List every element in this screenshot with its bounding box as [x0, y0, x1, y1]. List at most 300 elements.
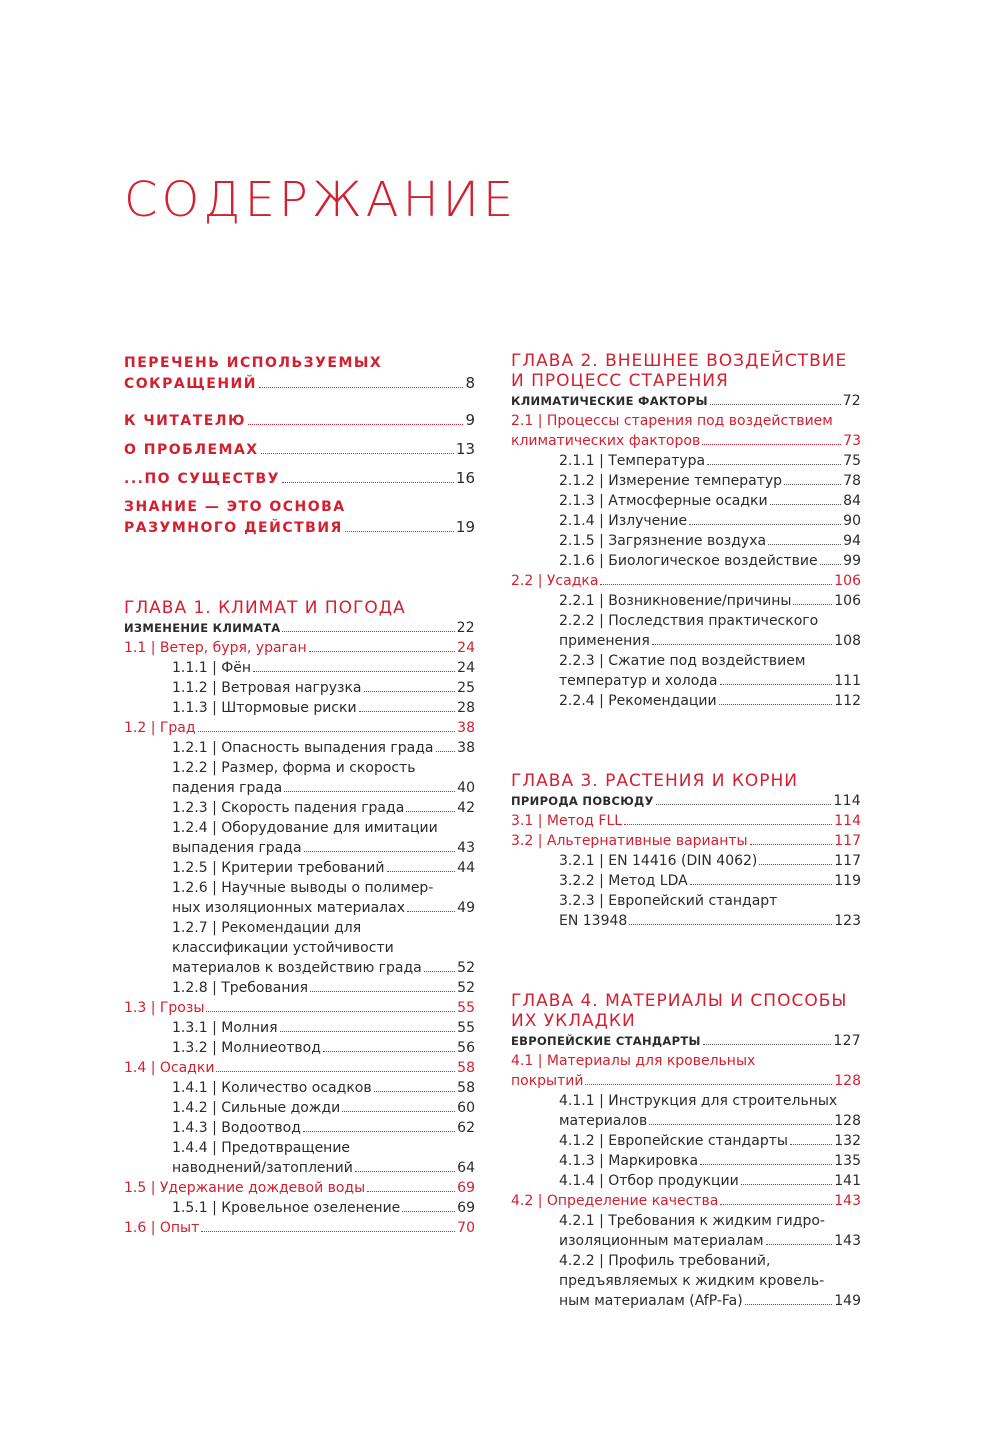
- toc-entry[interactable]: [511, 451, 861, 471]
- toc-entry-line: [511, 1031, 861, 1051]
- front-matter-list: [124, 353, 475, 538]
- page-number: 84: [843, 493, 861, 509]
- page-number: 69: [457, 1200, 475, 1216]
- toc-entry-line: [124, 778, 475, 798]
- toc-entry[interactable]: [511, 1151, 861, 1171]
- toc-entry-line: [124, 1118, 475, 1138]
- toc-entry-text: 3.2.3 | Европейский стандарт: [559, 893, 778, 909]
- dot-leader: [707, 464, 841, 465]
- dot-leader: [710, 404, 841, 405]
- page-title: СОДЕРЖАНИЕ: [124, 172, 518, 228]
- page-number: 25: [457, 680, 475, 696]
- dot-leader: [216, 1071, 455, 1072]
- toc-entry-text: ных изоляционных материалах: [172, 900, 405, 916]
- toc-entry-line: [511, 631, 861, 651]
- dot-leader: [406, 811, 455, 812]
- toc-entry-text: 1.4.3 | Водоотвод: [172, 1120, 301, 1136]
- toc-entry[interactable]: [511, 591, 861, 611]
- toc-entry[interactable]: [124, 978, 475, 998]
- toc-entry[interactable]: [124, 1098, 475, 1118]
- toc-entry[interactable]: [124, 798, 475, 818]
- dot-leader: [656, 804, 832, 805]
- toc-entry-text: 1.2.1 | Опасность выпадения града: [172, 740, 434, 756]
- toc-entry-text: 1.4 | Осадки: [124, 1060, 215, 1076]
- page-number: 123: [834, 913, 861, 929]
- toc-entry-text: 2.1.2 | Измерение температур: [559, 473, 783, 489]
- toc-entry-text: 2.2.2 | Последствия практического: [559, 613, 819, 629]
- toc-entry[interactable]: [124, 1138, 475, 1178]
- toc-entry[interactable]: [511, 1171, 861, 1191]
- toc-entry[interactable]: [124, 1118, 475, 1138]
- toc-entry-line: [124, 798, 475, 818]
- toc-entry[interactable]: [511, 531, 861, 551]
- dot-leader: [342, 1111, 455, 1112]
- page-number: 64: [457, 1160, 475, 1176]
- dot-leader: [703, 1044, 832, 1045]
- chapter-2-section: [511, 351, 861, 711]
- toc-entry[interactable]: [511, 1091, 861, 1131]
- toc-entry[interactable]: [124, 878, 475, 918]
- dot-leader: [304, 851, 456, 852]
- toc-entry-line: [511, 671, 861, 691]
- toc-entry-line: [124, 698, 475, 718]
- toc-entry-text: ЕВРОПЕЙСКИЕ СТАНДАРТЫ: [511, 1034, 701, 1048]
- page-number: 16: [455, 469, 475, 487]
- toc-entry[interactable]: [511, 1251, 861, 1311]
- chapter-heading: И ПРОЦЕСС СТАРЕНИЯ: [511, 371, 729, 391]
- toc-entry[interactable]: [124, 658, 475, 678]
- toc-entry[interactable]: [511, 471, 861, 491]
- dot-leader: [690, 884, 833, 885]
- toc-entry[interactable]: [124, 410, 475, 431]
- dot-leader: [364, 691, 456, 692]
- toc-entry-text: К ЧИТАТЕЛЮ: [124, 413, 246, 429]
- toc-entry-line: [511, 391, 861, 411]
- toc-entry[interactable]: [511, 791, 861, 811]
- toc-entry-line: [511, 1231, 861, 1251]
- page-number: 75: [843, 453, 861, 469]
- chapter-4-section: [511, 991, 861, 1311]
- toc-entry-line: [124, 1218, 475, 1238]
- toc-entry-line: [511, 1151, 861, 1171]
- page-number: 90: [843, 513, 861, 529]
- page-number: 56: [457, 1040, 475, 1056]
- toc-entry-line: [124, 998, 475, 1018]
- toc-entry-text: предъявляемых к жидким кровель-: [559, 1273, 825, 1289]
- page-number: 135: [834, 1153, 861, 1169]
- dot-leader: [700, 1164, 832, 1165]
- toc-entry-text: 1.6 | Опыт: [124, 1220, 200, 1236]
- toc-entry[interactable]: [511, 571, 861, 591]
- dot-leader: [745, 1304, 833, 1305]
- toc-entry[interactable]: [511, 1051, 861, 1091]
- toc-entry-text: 3.2.1 | EN 14416 (DIN 4062): [559, 853, 758, 869]
- toc-entry[interactable]: [124, 678, 475, 698]
- dot-leader: [820, 564, 842, 565]
- page-number: 52: [457, 960, 475, 976]
- page-number: 94: [843, 533, 861, 549]
- toc-entry[interactable]: [124, 1078, 475, 1098]
- toc-entry[interactable]: [124, 497, 475, 538]
- toc-entry[interactable]: [124, 618, 475, 638]
- dot-leader: [649, 1124, 832, 1125]
- toc-entry-text: О ПРОБЛЕМАХ: [124, 442, 259, 458]
- page-number: 73: [843, 433, 861, 449]
- page-number: 38: [457, 740, 475, 756]
- dot-leader: [750, 844, 833, 845]
- toc-entry-text: 3.2 | Альтернативные варианты: [511, 833, 748, 849]
- toc-entry-text: наводнений/затоплений: [172, 1160, 353, 1176]
- toc-entry-text: 1.5.1 | Кровельное озеленение: [172, 1200, 401, 1216]
- toc-entry-text: ПРИРОДА ПОВСЮДУ: [511, 794, 654, 808]
- toc-entry-line: [511, 1131, 861, 1151]
- dot-leader: [309, 651, 456, 652]
- toc-entry-line: [124, 958, 475, 978]
- toc-entry-text: 3.2.2 | Метод LDA: [559, 873, 688, 889]
- toc-entry[interactable]: [511, 891, 861, 931]
- page-number: 40: [457, 780, 475, 796]
- toc-entry-line: [124, 1178, 475, 1198]
- toc-entry-text: 4.2.1 | Требования к жидким гидро-: [559, 1213, 825, 1229]
- dot-leader: [387, 871, 456, 872]
- toc-entry-text: покрытий: [511, 1073, 584, 1089]
- toc-entry-line: [511, 1191, 861, 1211]
- toc-entry-text: 3.1 | Метод FLL: [511, 813, 623, 829]
- dot-leader: [719, 704, 833, 705]
- page-number: 49: [457, 900, 475, 916]
- toc-entry-text: выпадения града: [172, 840, 302, 856]
- toc-entry-text: 2.1.3 | Атмосферные осадки: [559, 493, 768, 509]
- page-number: 128: [834, 1073, 861, 1089]
- toc-entry[interactable]: [124, 918, 475, 978]
- toc-entry-line: [511, 791, 861, 811]
- dot-leader: [198, 731, 456, 732]
- toc-entry-text: 1.2 | Град: [124, 720, 196, 736]
- toc-entry-line: [124, 638, 475, 658]
- toc-entry-text: 2.1.5 | Загрязнение воздуха: [559, 533, 767, 549]
- toc-entry[interactable]: [511, 1211, 861, 1251]
- toc-entry-text: классификации устойчивости: [172, 940, 394, 956]
- toc-entry-line: [124, 1158, 475, 1178]
- toc-entry-line: [124, 373, 475, 394]
- dot-leader: [248, 424, 464, 425]
- toc-entry[interactable]: [124, 1218, 475, 1238]
- page-number: 44: [457, 860, 475, 876]
- toc-entry[interactable]: [124, 353, 475, 394]
- toc-entry-line: [124, 1078, 475, 1098]
- toc-entry-text: 1.2.6 | Научные выводы о полимер-: [172, 880, 434, 896]
- page-number: 106: [834, 573, 861, 589]
- toc-entry-line: [511, 571, 861, 591]
- dot-leader: [303, 1131, 455, 1132]
- dot-leader: [652, 644, 833, 645]
- chapter-heading: ИХ УКЛАДКИ: [511, 1011, 636, 1031]
- toc-entry-text: ным материалам (AfP-Fa): [559, 1293, 743, 1309]
- toc-entry-line: [124, 618, 475, 638]
- toc-entry-text: материалов: [559, 1113, 648, 1129]
- toc-entry-text: 4.2 | Определение качества: [511, 1193, 719, 1209]
- page-number: 60: [457, 1100, 475, 1116]
- toc-entry-text: 2.2.4 | Рекомендации: [559, 693, 717, 709]
- page-number: 117: [834, 833, 861, 849]
- toc-entry-text: 2.1.1 | Температура: [559, 453, 706, 469]
- dot-leader: [759, 864, 832, 865]
- dot-leader: [253, 671, 455, 672]
- page-number: 99: [843, 553, 861, 569]
- page-number: 52: [457, 980, 475, 996]
- page-number: 58: [457, 1080, 475, 1096]
- toc-entry-text: 1.3.1 | Молния: [172, 1020, 278, 1036]
- toc-entry[interactable]: [124, 1038, 475, 1058]
- page-number: 112: [834, 693, 861, 709]
- toc-entry-line: [124, 439, 475, 460]
- toc-entry-text: климатических факторов: [511, 433, 701, 449]
- toc-left-column: [124, 353, 475, 1238]
- dot-leader: [367, 1191, 455, 1192]
- toc-entry-text: 2.1.4 | Излучение: [559, 513, 688, 529]
- dot-leader: [436, 751, 456, 752]
- toc-entry-line: [124, 978, 475, 998]
- toc-entry-line: [511, 911, 861, 931]
- toc-entry-text: 4.1.2 | Европейские стандарты: [559, 1133, 788, 1149]
- toc-entry[interactable]: [511, 511, 861, 531]
- toc-entry-line: [124, 1098, 475, 1118]
- toc-entry-text: СОКРАЩЕНИЙ: [124, 376, 257, 392]
- toc-entry[interactable]: [511, 551, 861, 571]
- chapter-heading: ГЛАВА 1. КЛИМАТ И ПОГОДА: [124, 598, 406, 618]
- page-number: 111: [834, 673, 861, 689]
- page-number: 22: [456, 620, 475, 636]
- page-number: 114: [833, 793, 861, 809]
- dot-leader: [402, 1211, 455, 1212]
- toc-entry-line: [511, 1171, 861, 1191]
- dot-leader: [359, 711, 456, 712]
- toc-entry[interactable]: [511, 811, 861, 831]
- toc-entry[interactable]: [511, 491, 861, 511]
- toc-entry-text: 2.1 | Процессы старения под воздействием: [511, 413, 833, 429]
- dot-leader: [355, 1171, 455, 1172]
- toc-entry-text: 1.2.7 | Рекомендации для: [172, 920, 362, 936]
- toc-entry-line: [511, 851, 861, 871]
- toc-entry-text: 2.2.1 | Возникновение/причины: [559, 593, 792, 609]
- dot-leader: [374, 1091, 456, 1092]
- toc-entry-text: 1.5 | Удержание дождевой воды: [124, 1180, 366, 1196]
- toc-entry-line: [124, 1198, 475, 1218]
- dot-leader: [407, 911, 455, 912]
- toc-entry[interactable]: [124, 1198, 475, 1218]
- toc-entry-line: [511, 471, 861, 491]
- toc-entry[interactable]: [124, 718, 475, 738]
- toc-entry[interactable]: [124, 698, 475, 718]
- toc-entry-text: падения града: [172, 780, 283, 796]
- toc-entry-line: [511, 451, 861, 471]
- page-number: 70: [457, 1220, 475, 1236]
- page-number: 69: [457, 1180, 475, 1196]
- dot-leader: [689, 524, 841, 525]
- page-number: 119: [834, 873, 861, 889]
- toc-entry-line: [511, 531, 861, 551]
- toc-entry-line: [124, 468, 475, 489]
- toc-entry-line: [124, 738, 475, 758]
- page-number: 55: [457, 1020, 475, 1036]
- toc-entry-line: [511, 491, 861, 511]
- toc-entry-line: [511, 1291, 861, 1311]
- toc-entry-text: изоляционным материалам: [559, 1233, 764, 1249]
- toc-entry-text: 4.1.1 | Инструкция для строительных: [559, 1093, 838, 1109]
- dot-leader: [770, 504, 842, 505]
- toc-entry-line: [124, 858, 475, 878]
- toc-entry-text: 2.2.3 | Сжатие под воздействием: [559, 653, 806, 669]
- page-number: 42: [457, 800, 475, 816]
- toc-entry[interactable]: [511, 651, 861, 691]
- toc-entry[interactable]: [511, 391, 861, 411]
- toc-right-column: [511, 351, 861, 1311]
- toc-entry-text: РАЗУМНОГО ДЕЙСТВИЯ: [124, 520, 343, 536]
- chapter-1-section: [124, 598, 475, 1238]
- toc-entry-text: 1.1.2 | Ветровая нагрузка: [172, 680, 362, 696]
- dot-leader: [282, 631, 454, 632]
- page-number: 128: [834, 1113, 861, 1129]
- toc-entry[interactable]: [511, 1131, 861, 1151]
- toc-entry-line: [124, 1038, 475, 1058]
- page-number: 43: [457, 840, 475, 856]
- dot-leader: [280, 1031, 456, 1032]
- toc-entry-text: 1.1.1 | Фён: [172, 660, 252, 676]
- toc-entry[interactable]: [124, 1018, 475, 1038]
- page-number: 28: [457, 700, 475, 716]
- dot-leader: [424, 971, 455, 972]
- toc-entry-text: 1.2.2 | Размер, форма и скорость: [172, 760, 416, 776]
- page-number: 108: [834, 633, 861, 649]
- toc-entry[interactable]: [124, 638, 475, 658]
- toc-entry-text: применения: [559, 633, 650, 649]
- dot-leader: [282, 482, 454, 483]
- toc-entry-text: 1.1 | Ветер, буря, ураган: [124, 640, 307, 656]
- toc-entry[interactable]: [511, 611, 861, 651]
- toc-entry-line: [511, 691, 861, 711]
- page-number: 141: [834, 1173, 861, 1189]
- dot-leader: [793, 604, 832, 605]
- dot-leader: [585, 1084, 832, 1085]
- toc-entry-text: ИЗМЕНЕНИЕ КЛИМАТА: [124, 621, 281, 635]
- toc-entry-line: [124, 658, 475, 678]
- toc-entry-line: [124, 1018, 475, 1038]
- toc-entry-text: 1.3.2 | Молниеотвод: [172, 1040, 321, 1056]
- dot-leader: [741, 1184, 833, 1185]
- dot-leader: [284, 791, 455, 792]
- dot-leader: [259, 387, 463, 388]
- dot-leader: [790, 1144, 832, 1145]
- page-number: 58: [457, 1060, 475, 1076]
- dot-leader: [720, 684, 833, 685]
- toc-entry-text: 2.1.6 | Биологическое воздействие: [559, 553, 818, 569]
- page-number: 143: [834, 1233, 861, 1249]
- toc-entry[interactable]: [511, 1031, 861, 1051]
- dot-leader: [766, 1244, 833, 1245]
- toc-entry[interactable]: [124, 818, 475, 858]
- toc-entry[interactable]: [124, 858, 475, 878]
- dot-leader: [323, 1051, 455, 1052]
- toc-entry[interactable]: [124, 1058, 475, 1078]
- toc-entry[interactable]: [511, 871, 861, 891]
- toc-entry-line: [124, 410, 475, 431]
- toc-entry-text: 1.2.4 | Оборудование для имитации: [172, 820, 438, 836]
- toc-entry-line: [511, 1111, 861, 1131]
- page-number: 8: [465, 374, 475, 392]
- page-number: 72: [842, 393, 861, 409]
- page-number: 13: [455, 440, 475, 458]
- toc-entry-line: [511, 871, 861, 891]
- toc-entry[interactable]: [124, 1178, 475, 1198]
- toc-entry-text: материалов к воздействию града: [172, 960, 422, 976]
- toc-entry[interactable]: [511, 831, 861, 851]
- dot-leader: [600, 584, 832, 585]
- toc-entry-text: 1.2.3 | Скорость падения града: [172, 800, 405, 816]
- page-number: 114: [834, 813, 861, 829]
- toc-entry[interactable]: [124, 758, 475, 798]
- toc-entry-line: [511, 1071, 861, 1091]
- chapter-3-section: [511, 771, 861, 931]
- toc-entry-line: [124, 898, 475, 918]
- toc-entry-line: [511, 511, 861, 531]
- toc-entry-line: [511, 811, 861, 831]
- toc-entry-text: 1.4.2 | Сильные дожди: [172, 1100, 341, 1116]
- toc-entry-text: 1.2.8 | Требования: [172, 980, 308, 996]
- toc-entry[interactable]: [511, 1191, 861, 1211]
- dot-leader: [702, 444, 841, 445]
- toc-entry-text: 4.1.3 | Маркировка: [559, 1153, 699, 1169]
- toc-entry-text: 4.2.2 | Профиль требований,: [559, 1253, 771, 1269]
- dot-leader: [345, 531, 454, 532]
- toc-entry[interactable]: [124, 998, 475, 1018]
- page-number: 132: [834, 1133, 861, 1149]
- toc-entry-text: ...ПО СУЩЕСТВУ: [124, 471, 280, 487]
- toc-entry-line: [511, 591, 861, 611]
- toc-entry-line: [511, 431, 861, 451]
- dot-leader: [784, 484, 841, 485]
- toc-entry[interactable]: [511, 691, 861, 711]
- toc-entry-line: [124, 718, 475, 738]
- page-number: 149: [834, 1293, 861, 1309]
- page-number: 78: [843, 473, 861, 489]
- toc-entry[interactable]: [124, 439, 475, 460]
- page-number: 106: [834, 593, 861, 609]
- dot-leader: [201, 1231, 455, 1232]
- page-number: 24: [457, 640, 475, 656]
- toc-entry-line: [124, 838, 475, 858]
- dot-leader: [720, 1204, 832, 1205]
- page-number: 127: [833, 1033, 861, 1049]
- toc-entry[interactable]: [511, 851, 861, 871]
- toc-entry-text: температур и холода: [559, 673, 718, 689]
- toc-entry-text: 4.1.4 | Отбор продукции: [559, 1173, 739, 1189]
- page-number: 55: [457, 1000, 475, 1016]
- toc-entry-text: ПЕРЕЧЕНЬ ИСПОЛЬЗУЕМЫХ: [124, 355, 383, 371]
- chapter-heading: ГЛАВА 4. МАТЕРИАЛЫ И СПОСОБЫ: [511, 991, 848, 1011]
- toc-entry[interactable]: [511, 411, 861, 451]
- toc-entry[interactable]: [124, 468, 475, 489]
- dot-leader: [629, 924, 832, 925]
- toc-entry-text: 2.2 | Усадка: [511, 573, 599, 589]
- dot-leader: [261, 453, 454, 454]
- toc-entry-line: [511, 831, 861, 851]
- toc-entry-text: EN 13948: [559, 913, 628, 929]
- toc-entry[interactable]: [124, 738, 475, 758]
- page-number: 9: [465, 411, 475, 429]
- page-number: 38: [457, 720, 475, 736]
- page-number: 62: [457, 1120, 475, 1136]
- page-number: 117: [834, 853, 861, 869]
